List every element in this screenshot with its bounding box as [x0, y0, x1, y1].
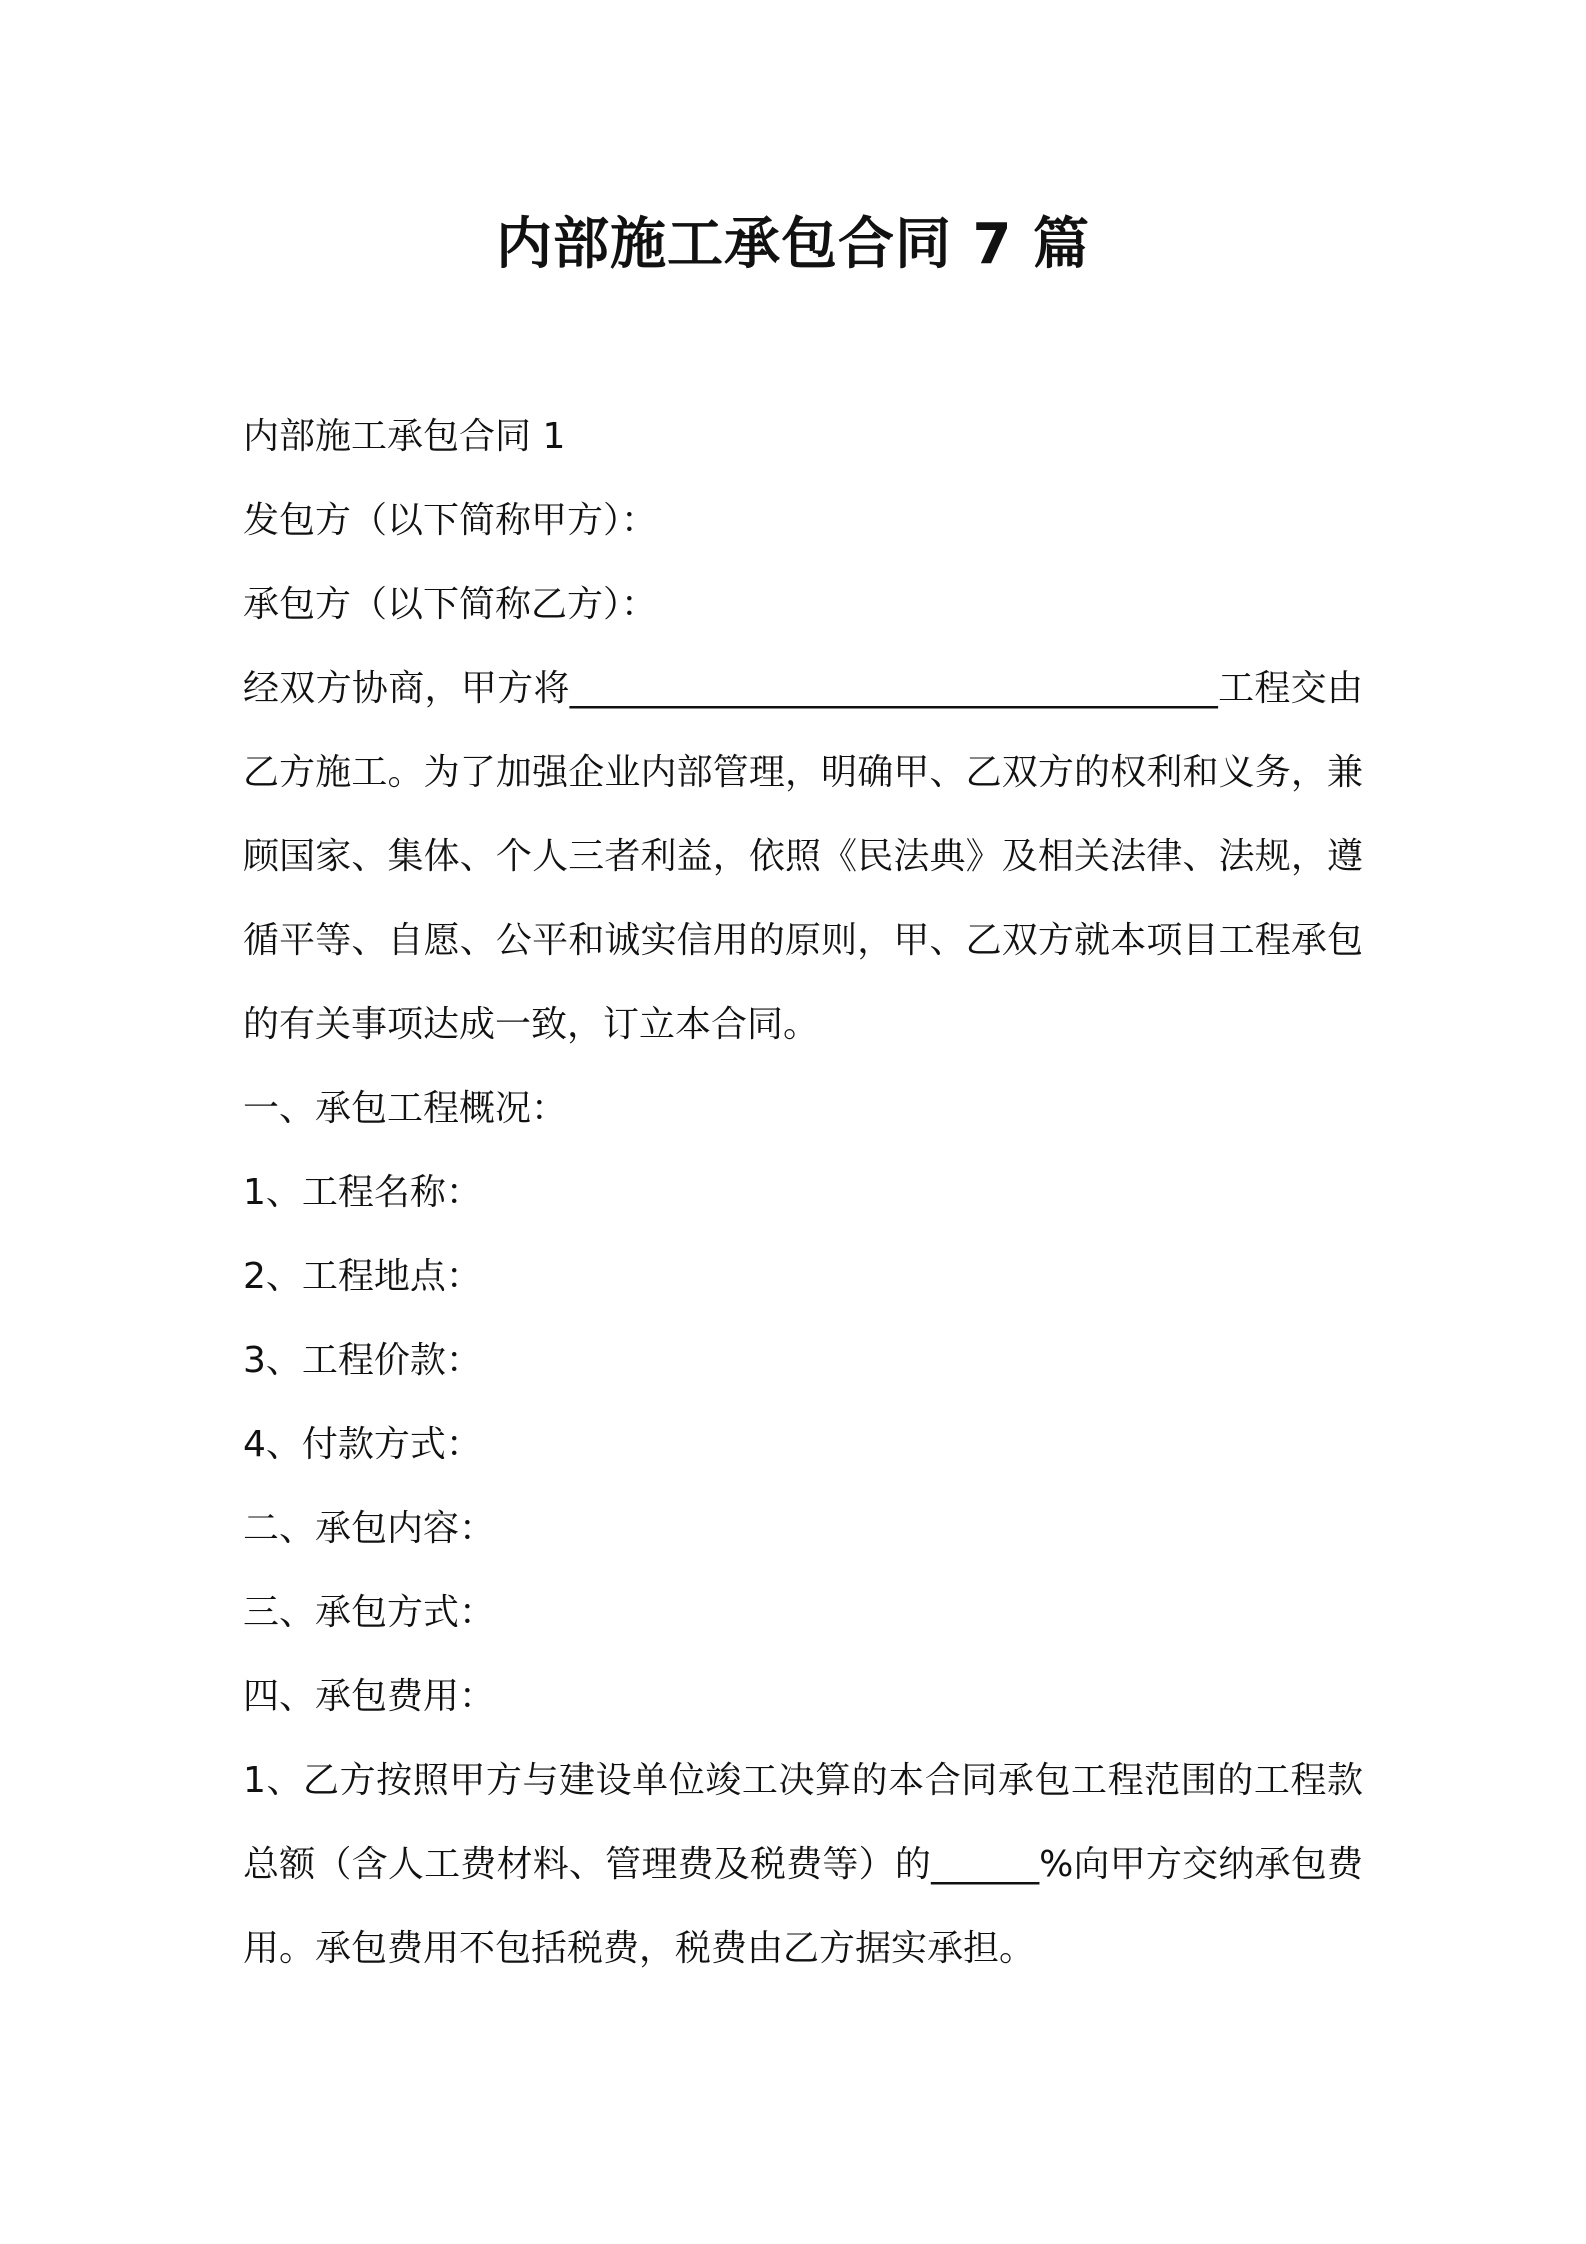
- party-a-line: 发包方（以下简称甲方）：: [243, 500, 658, 541]
- document-body: [243, 395, 1363, 1991]
- section-4-heading: 四、承包费用：: [243, 1676, 496, 1717]
- item-payment-method: 4、付款方式：: [243, 1424, 482, 1465]
- item-project-name: 1、工程名称：: [243, 1172, 482, 1213]
- contract-subtitle: 内部施工承包合同 1: [243, 416, 566, 457]
- intro-paragraph: 经双方协商，甲方将____________________________________工程交由乙方施工。为了加强企业内部管理，明确甲、乙双方的权利和义务，兼顾国家、集体、个人三者利益，依照《民法典》及相关法律、法规，遵循平等、自愿、公平和诚实信用的原则，甲、乙双方就本项目工程承包的有关事项达成一致，订立本合同。: [243, 668, 1363, 1045]
- section-2-heading: 二、承包内容：: [243, 1508, 496, 1549]
- section-3-heading: 三、承包方式：: [243, 1592, 496, 1633]
- item-project-price: 3、工程价款：: [243, 1340, 482, 1381]
- fee-paragraph: 1、乙方按照甲方与建设单位竣工决算的本合同承包工程范围的工程款总额（含人工费材料、管理费及税费等）的______%向甲方交纳承包费用。承包费用不包括税费，税费由乙方据实承担。: [243, 1760, 1363, 1969]
- section-1-heading: 一、承包工程概况：: [243, 1088, 568, 1129]
- party-b-line: 承包方（以下简称乙方）：: [243, 584, 658, 625]
- item-project-location: 2、工程地点：: [243, 1256, 482, 1297]
- document-title: 内部施工承包合同 7 篇: [496, 212, 1090, 277]
